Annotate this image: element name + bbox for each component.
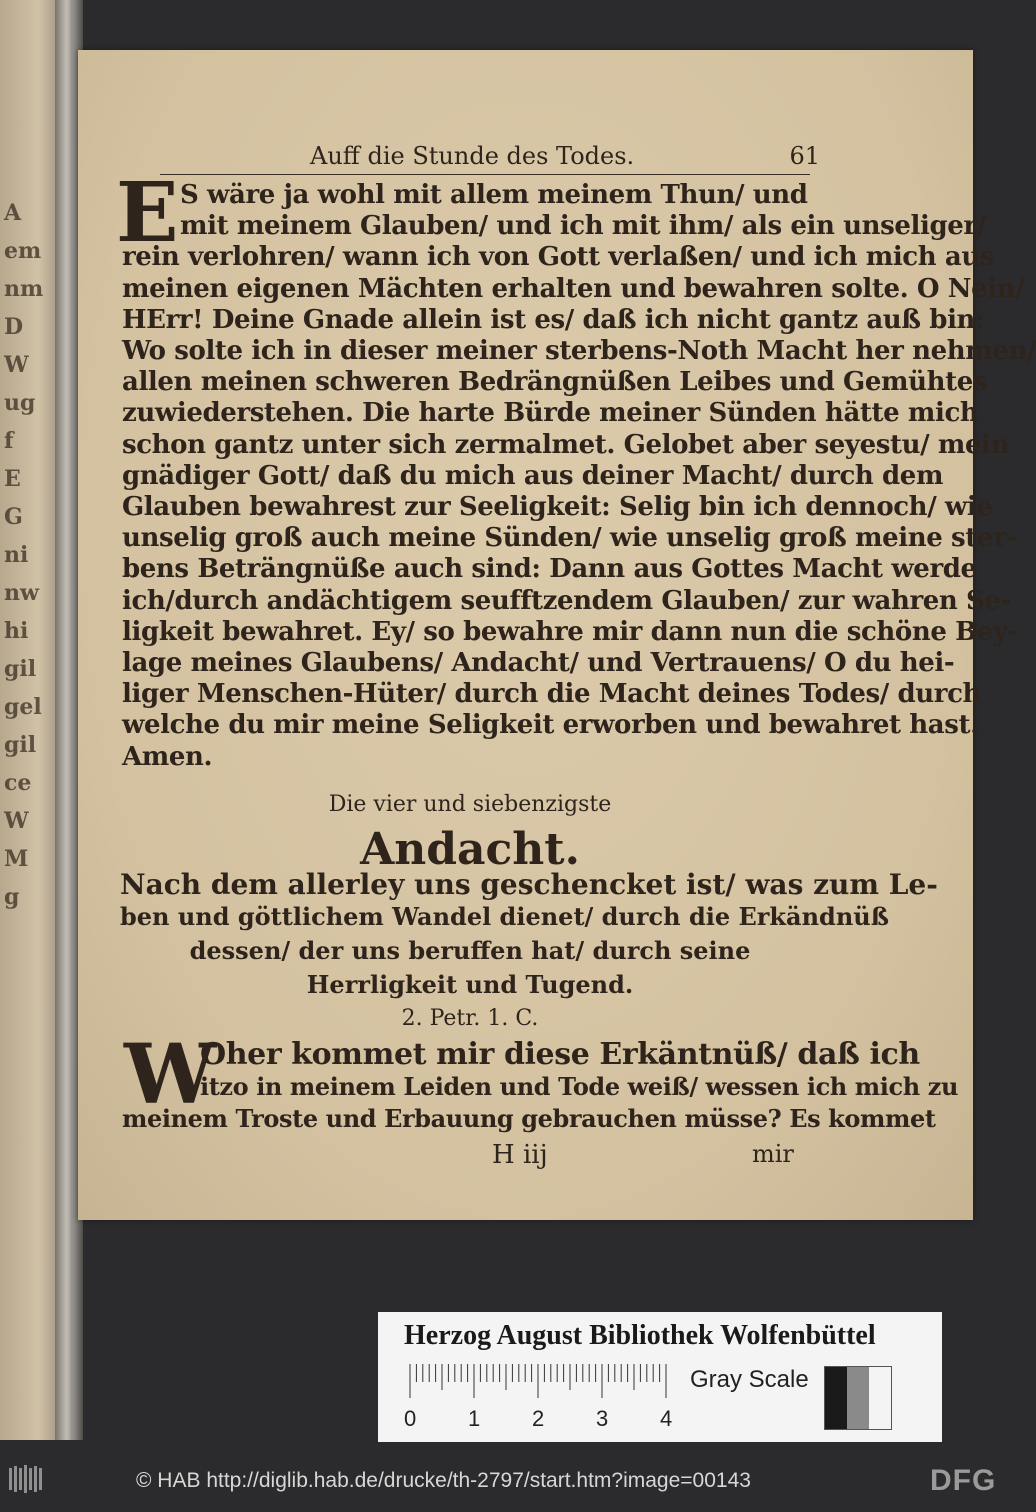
- section-subtitle: Die vier und siebenzigste: [328, 792, 612, 817]
- prev-page-fragment: ni: [4, 542, 29, 568]
- gray-swatch: [869, 1367, 891, 1429]
- prev-page-fragment: W: [4, 352, 29, 378]
- gray-swatches: [824, 1366, 892, 1430]
- gray-scale-label: Gray Scale: [690, 1366, 809, 1393]
- body-line: schon gantz unter sich zermalmet. Gelobet aber seyestu/ mein: [122, 429, 1010, 460]
- body-line: unselig groß auch meine Sünden/ wie unselig groß meine ster-: [122, 523, 1017, 554]
- prev-page-fragment: gil: [4, 656, 37, 682]
- signature-mark: H iij: [492, 1140, 548, 1170]
- section-line: Oher kommet mir diese Erkäntnüß/ daß ich: [200, 1037, 920, 1072]
- prev-page-fragment: M: [4, 846, 29, 872]
- ruler-scale: [404, 1362, 673, 1432]
- drop-capital-w: W: [124, 1027, 217, 1123]
- motto-line: Nach dem allerley uns geschencket ist/ was zum Le-: [120, 868, 938, 901]
- ruler-number: 3: [596, 1406, 609, 1431]
- prev-page-fragment: gel: [4, 694, 42, 720]
- prev-page-fragment: D: [4, 314, 24, 340]
- body-line: HErr! Deine Gnade allein ist es/ daß ich nicht gantz auß bin:: [122, 304, 985, 335]
- body-line: Amen.: [122, 741, 213, 772]
- footer-bar: [0, 1450, 1024, 1512]
- body-line: ich/durch andächtigem seufftzendem Glauben/ zur wahren Se-: [122, 585, 1011, 616]
- motto-line: ben und göttlichem Wandel dienet/ durch die Erkändnüß: [120, 902, 889, 931]
- body-line: Glauben bewahrest zur Seeligkeit: Selig bin ich dennoch/ wie: [122, 492, 993, 522]
- institution-name: Herzog August Bibliothek Wolfenbüttel: [404, 1320, 876, 1351]
- prev-page-fragment: gil: [4, 732, 37, 758]
- body-line: zuwiederstehen. Die harte Bürde meiner Sünden hätte mich: [122, 398, 979, 429]
- body-line: mit meinem Glauben/ und ich mit ihm/ als ein unseliger/: [180, 211, 986, 242]
- prev-page-fragment: ug: [4, 390, 36, 416]
- body-line: lage meines Glaubens/ Andacht/ und Vertrauens/ O du hei-: [122, 648, 955, 678]
- body-line: liger Menschen-Hüter/ durch die Macht deines Todes/ durch: [122, 679, 982, 710]
- color-reference-card: [378, 1312, 942, 1442]
- catchword: mir: [752, 1140, 794, 1168]
- body-line: welche du mir meine Seligkeit erworben und bewahret hast.: [122, 710, 979, 741]
- section-line: itzo in meinem Leiden und Tode weiß/ wessen ich mich zu: [200, 1072, 959, 1101]
- gray-swatch: [847, 1367, 869, 1429]
- prev-page-fragment: ce: [4, 770, 32, 796]
- section-heading: Andacht.: [360, 824, 580, 875]
- body-line: bens Beträngnüße auch sind: Dann aus Gottes Macht werde: [122, 554, 977, 585]
- scripture-reference: 2. Petr. 1. C.: [401, 1006, 539, 1031]
- prev-page-fragment: f: [4, 428, 14, 454]
- body-line: S wäre ja wohl mit allem meinem Thun/ und: [180, 180, 808, 210]
- running-head: [160, 140, 820, 175]
- ruler-number: 4: [660, 1406, 673, 1431]
- drop-capital: E: [116, 165, 179, 261]
- body-line: gnädiger Gott/ daß du mich aus deiner Macht/ durch dem: [122, 460, 944, 491]
- dfg-logo: DFG: [930, 1464, 997, 1497]
- prev-page-fragment: G: [4, 504, 23, 530]
- hab-logo-icon: [8, 1464, 46, 1494]
- prev-page-fragment: g: [4, 884, 20, 910]
- prev-page-fragment: nw: [4, 580, 39, 606]
- prev-page-fragment: nm: [4, 276, 44, 302]
- running-head-title: Auff die Stunde des Todes.: [310, 142, 635, 170]
- copyright-url[interactable]: © HAB http://diglib.hab.de/drucke/th-2797/start.htm?image=00143: [136, 1469, 751, 1492]
- page-number: 61: [789, 142, 820, 170]
- body-line: rein verlohren/ wann ich von Gott verlaßen/ und ich mich aus: [122, 242, 995, 273]
- body-line: meinen eigenen Mächten erhalten und bewahren solte. O Nein/: [122, 273, 1025, 304]
- prev-page-fragment: W: [4, 808, 29, 834]
- body-line: ligkeit bewahret. Ey/ so bewahre mir dann nun die schöne Bey-: [122, 616, 1018, 647]
- motto-line: Herrligkeit und Tugend.: [306, 970, 634, 999]
- body-line: allen meinen schweren Bedrängnüßen Leibes und Gemühtes: [122, 367, 988, 398]
- ruler-number: 2: [532, 1406, 545, 1431]
- section-line: meinem Troste und Erbauung gebrauchen müsse? Es kommet: [122, 1104, 936, 1133]
- prev-page-fragment: A: [4, 200, 22, 226]
- prev-page-fragment: E: [4, 466, 21, 492]
- body-line: Wo solte ich in dieser meiner sterbens-Noth Macht her nehmen/: [122, 336, 1036, 366]
- motto-line: dessen/ der uns beruffen hat/ durch seine: [189, 936, 751, 965]
- prev-page-fragment: em: [4, 238, 42, 264]
- prev-page-fragment: hi: [4, 618, 29, 644]
- ruler-number: 0: [404, 1406, 417, 1431]
- ruler-number: 1: [468, 1406, 481, 1431]
- gray-swatch: [825, 1367, 847, 1429]
